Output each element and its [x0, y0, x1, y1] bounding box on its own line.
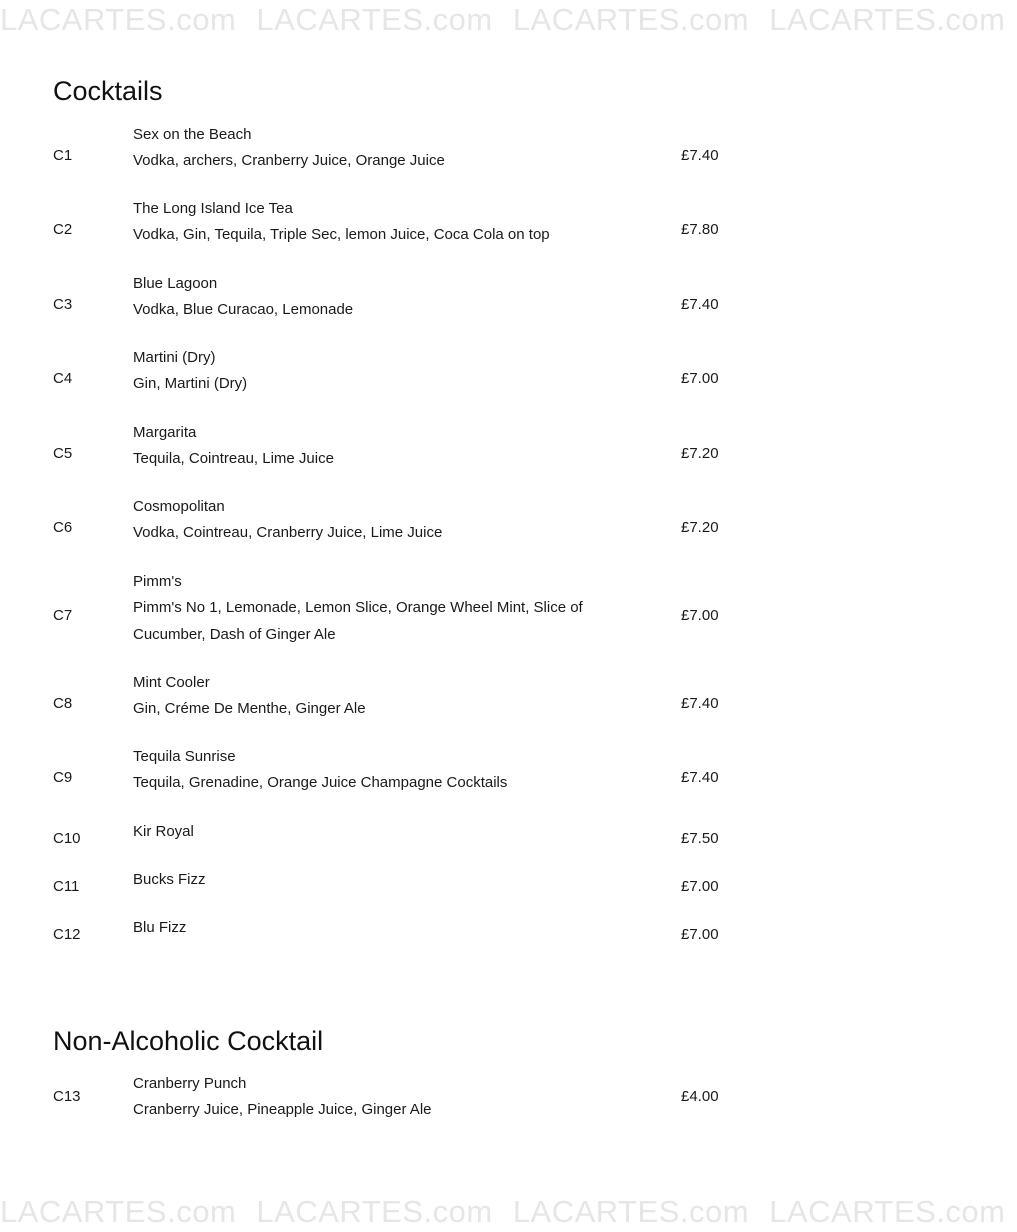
item-code: C4 [53, 370, 73, 387]
item-description: Vodka, Cointreau, Cranberry Juice, Lime Juice [133, 524, 443, 541]
item-price: £4.00 [681, 1088, 719, 1105]
watermark-bottom [0, 1192, 1006, 1232]
watermark-text: LACARTES.com [256, 2, 493, 37]
item-price: £7.40 [681, 769, 719, 786]
watermark-text: LACARTES.com [512, 2, 750, 37]
item-name: Kir Royal [133, 823, 194, 840]
item-code: C8 [53, 695, 73, 712]
item-code: C10 [53, 830, 81, 847]
item-code: C9 [53, 769, 73, 786]
item-price: £7.20 [681, 519, 719, 536]
item-name: Martini (Dry) [133, 349, 216, 366]
item-code: C7 [53, 607, 73, 624]
item-name: Blue Lagoon [133, 275, 218, 292]
item-price: £7.20 [681, 445, 719, 462]
item-name: The Long Island Ice Tea [133, 200, 293, 217]
item-name: Margarita [133, 424, 197, 441]
item-description: Gin, Martini (Dry) [133, 375, 248, 392]
item-description: Pimm's No 1, Lemonade, Lemon Slice, Orange Wheel Mint, Slice of Cucumber, Dash of Ginger Ale [133, 599, 583, 643]
item-description: Tequila, Cointreau, Lime Juice [133, 450, 334, 467]
item-name: Cranberry Punch [133, 1075, 247, 1092]
item-description: Tequila, Grenadine, Orange Juice Champagne Cocktails [133, 774, 508, 791]
item-price: £7.00 [681, 878, 719, 895]
item-name: Cosmopolitan [133, 498, 225, 515]
item-code: C6 [53, 519, 73, 536]
item-price: £7.80 [681, 221, 719, 238]
watermark-text: LACARTES.com [769, 2, 1006, 37]
item-code: C2 [53, 221, 73, 238]
item-code: C13 [53, 1088, 81, 1105]
item-description: Vodka, Blue Curacao, Lemonade [133, 301, 354, 318]
watermark-text: LACARTES.com [769, 1194, 1006, 1229]
item-code: C12 [53, 926, 81, 943]
item-name: Mint Cooler [133, 674, 210, 691]
item-code: C5 [53, 445, 73, 462]
item-code: C11 [53, 878, 80, 895]
item-name: Bucks Fizz [133, 871, 206, 888]
item-price: £7.40 [681, 296, 719, 313]
item-code: C1 [53, 147, 73, 164]
item-price: £7.50 [681, 830, 719, 847]
item-price: £7.00 [681, 607, 719, 624]
item-name: Blu Fizz [133, 919, 187, 936]
item-name: Pimm's [133, 573, 182, 590]
section-title-cocktails: Cocktails [53, 76, 163, 106]
item-price: £7.00 [681, 926, 719, 943]
item-price: £7.00 [681, 370, 719, 387]
item-description: Cranberry Juice, Pineapple Juice, Ginger Ale [133, 1101, 432, 1118]
item-name: Tequila Sunrise [133, 748, 236, 765]
item-price: £7.40 [681, 147, 719, 164]
item-description: Vodka, Gin, Tequila, Triple Sec, lemon Juice, Coca Cola on top [133, 226, 550, 243]
item-price: £7.40 [681, 695, 719, 712]
item-code: C3 [53, 296, 73, 313]
item-name: Sex on the Beach [133, 126, 252, 143]
item-description: Vodka, archers, Cranberry Juice, Orange Juice [133, 152, 445, 169]
watermark-text: LACARTES.com [512, 1194, 750, 1229]
section-title-non-alcoholic: Non-Alcoholic Cocktail [53, 1026, 324, 1056]
watermark-top [0, 0, 1006, 40]
watermark-text: LACARTES.com [0, 1194, 237, 1229]
watermark-text: LACARTES.com [0, 2, 237, 37]
item-description: Gin, Créme De Menthe, Ginger Ale [133, 700, 366, 717]
watermark-text: LACARTES.com [256, 1194, 493, 1229]
